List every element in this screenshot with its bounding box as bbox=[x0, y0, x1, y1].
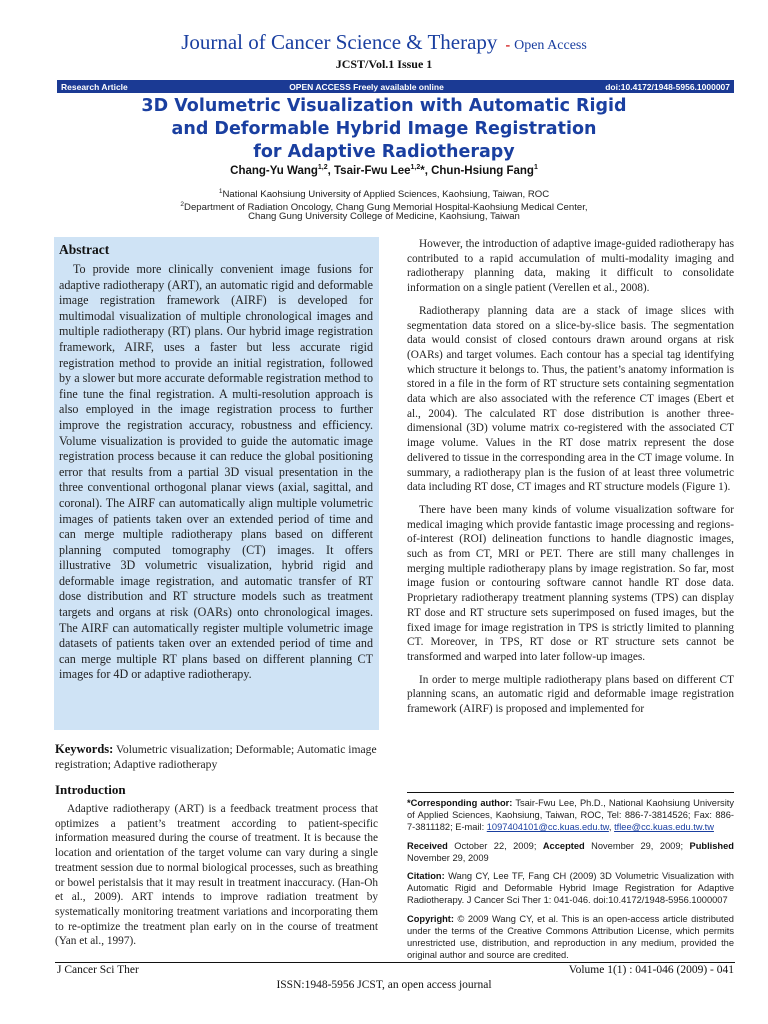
paragraph-1: However, the introduction of adaptive image-guided radiotherapy has contributed to a rapid accumulation of multi-modality imaging and radiotherapy planning data, making it difficult to consolidate information on a single patient (Verellen et al., 2008). bbox=[407, 238, 734, 295]
paragraph-3: There have been many kinds of volume visualization software for medical imaging which provide fantastic image processing and regions-of-interest (ROI) delineation functions to handle diagnostic images, such as from CT, MRI or PET. There are still many challenges in merging multiple radiotherapy plans by image registration. So far, most image fusion or contouring software cannot handle RT dose data. Proprietary radiotherapy treatment planning systems (TPS) can display RT dose and RT structure sets superimposed on fused images, but the fixed image for image registration in TPS is strictly limited to planning CT. Moreover, in TPS, RT dose or RT structure sets cannot be transformed and warped into later follow-up images. bbox=[407, 503, 734, 663]
footer-volume: Volume 1(1) : 041-046 (2009) - 041 bbox=[568, 964, 734, 976]
received-date: October 22, 2009; bbox=[454, 840, 537, 851]
footer-journal: J Cancer Sci Ther bbox=[57, 964, 139, 976]
accepted-date: November 29, 2009; bbox=[591, 840, 684, 851]
article-info-bar bbox=[57, 80, 734, 93]
email-comma: , bbox=[608, 822, 612, 833]
citation-label: Citation: bbox=[407, 871, 445, 882]
article-info-box bbox=[407, 792, 734, 967]
left-column bbox=[55, 742, 378, 949]
footer-rule bbox=[55, 962, 735, 963]
affil-2-sup: 2 bbox=[180, 201, 185, 208]
footer-issn: ISSN:1948-5956 JCST, an open access journal bbox=[276, 979, 492, 991]
copyright-label: Copyright: bbox=[407, 913, 454, 924]
author-2: Tsair-Fwu Lee bbox=[334, 164, 411, 177]
author-sep-2: , bbox=[424, 164, 432, 177]
title-line-2: and Deformable Hybrid Image Registration bbox=[171, 119, 597, 139]
open-access-text: Open Access bbox=[514, 38, 587, 53]
citation-text: Wang CY, Lee TF, Fang CH (2009) 3D Volumetric Visualization with Automatic Rigid and Deformable Hybrid Image Registration for Adaptive Radiotherapy. J Cancer Sci Ther 1: 041-046. doi:10.4172/1948-5956.1000007 bbox=[407, 871, 734, 906]
article-type: Research Article bbox=[61, 81, 128, 92]
email-link-1[interactable]: 1097404101@cc.kuas.edu.tw bbox=[486, 822, 609, 833]
author-1: Chang-Yu Wang bbox=[230, 164, 318, 177]
introduction-text: Adaptive radiotherapy (ART) is a feedback treatment process that optimizes a patient’s treatment according to patient-specific information measured during the course of treatment. It is because the location and orientation of the target volume can vary during a single treatment session due to normal biological processes, such as breathing or bowel peristalsis that it may result in treatment inaccuracy. (Han-Oh et al., 2009). ART intends to improve radiation treatment by systematically monitoring treatment variations and incorporating them to re-optimize the treatment plan early on in the course of treatment (Yan et al., 1997). bbox=[55, 803, 378, 948]
title-line-1: 3D Volumetric Visualization with Automatic Rigid bbox=[141, 96, 627, 116]
author-3-affil: 1 bbox=[533, 164, 538, 171]
keywords bbox=[55, 742, 378, 772]
corr-label: *Corresponding author: bbox=[407, 798, 513, 808]
dates bbox=[407, 840, 734, 864]
author-2-affil: 1,2 bbox=[410, 164, 421, 171]
corr-text: Tsair-Fwu Lee, Ph.D., National Kaohsiung University of Applied Sciences, Kaohsiung, Taiwan, ROC, Tel: 886-7-3814526; Fax: 886-7-3811182; E-mail: bbox=[407, 798, 734, 833]
received-label: Received bbox=[407, 840, 448, 851]
introduction-heading: Introduction bbox=[55, 782, 126, 797]
title-line-3: for Adaptive Radiotherapy bbox=[253, 142, 515, 162]
doi: doi:10.4172/1948-5956.1000007 bbox=[605, 81, 730, 92]
copyright-text: © 2009 Wang CY, et al. This is an open-access article distributed under the terms of the Creative Commons Attribution License, which permits unrestricted use, distribution, and reproduction in any medium, provided the original author and source are credited. bbox=[407, 913, 734, 961]
author-3: Chun-Hsiung Fang bbox=[431, 164, 534, 177]
keywords-text: Volumetric visualization; Deformable; Automatic image registration; Adaptive radiotherapy bbox=[55, 743, 377, 771]
abstract-text: To provide more clinically convenient image fusions for adaptive radiotherapy (ART), an automatic rigid and deformable image registration framework (AIRF) is developed for multimodal visualization of multiple chronological images and multiple radiotherapy (RT) plans. Our hybrid image registration framework, AIRF, uses a faster but less accurate rigid registration method to provide an initial registration, followed by a slower but more accurate deformable registration method to fine tune the final registration. A multi-resolution approach is also employed in the image registration process to further improve the registration accuracy, robustness and efficiency. Volume visualization is provided to guide the automatic image registration process because it can reduce the global positioning error that results from a partial 3D visual presentation in the three conventional orthogonal planar views (axial, sagittal, and coronal). The AIRF can automatically align multiple volumetric images of patients taken over an extended period of time and can merge multiple radiotherapy plans based on different planning computed tomography (CT) images. It offers illustrative 3D volumetric visualization, hybrid rigid and deformable image registration, and automatic transfer of RT dose distribution and RT structure models such as treatment targets and organs at risk (OARs) onto chronological images. The AIRF can automatically register multiple volumetric image datasets of patients taken over an extended period of time and can merge multiple RT plans based on different planning CT images for 4D or adaptive radiotherapy. bbox=[59, 262, 373, 682]
paragraph-4: In order to merge multiple radiotherapy plans based on different CT planning scans, an automatic rigid and deformable image registration framework (AIRF) is proposed and implemented for bbox=[407, 673, 734, 716]
affiliation-2-cont: Chang Gung University College of Medicine, Kaohsiung, Taiwan bbox=[248, 211, 520, 222]
abstract-heading: Abstract bbox=[59, 242, 110, 257]
paragraph-2: Radiotherapy planning data are a stack of image slices with segmentation data stored on a slice-by-slice basis. The segmentation data would consist of closed contours drawn around organs at risk (OARs) and target volumes. Each contour has a special tag identifying which structure it belongs to. Thus, the patient’s anatomy information is stored in a file in the form of RT structure sets containing segmentation data which are also associated with the reference CT images (Ebert et al., 2004). The calculated RT dose distribution is another three-dimensional (3D) volume matrix co-registered with the associated CT image volume. Values in the RT dose matrix represent the dose delivered to tissue in the corresponding area in the CT image volume. In summary, a radiotherapy plan is the fusion of at least three volumetric data including RT dose, CT images and RT structure models (Figure 1). bbox=[407, 304, 734, 494]
affil-1-text: National Kaohsiung University of Applied Sciences, Kaohsiung, Taiwan, ROC bbox=[222, 189, 550, 201]
header-dash: - bbox=[505, 38, 511, 53]
keywords-label: Keywords: bbox=[55, 742, 114, 756]
accepted-label: Accepted bbox=[542, 840, 585, 851]
journal-name: Journal of Cancer Science & Therapy bbox=[181, 30, 498, 54]
open-access-notice: OPEN ACCESS Freely available online bbox=[289, 81, 444, 92]
right-column bbox=[407, 237, 734, 725]
copyright bbox=[407, 913, 734, 962]
authors bbox=[0, 164, 768, 177]
article-title bbox=[0, 95, 768, 164]
published-label: Published bbox=[689, 840, 734, 851]
issue-line: JCST/Vol.1 Issue 1 bbox=[335, 57, 433, 71]
published-date: November 29, 2009 bbox=[407, 852, 489, 863]
corresponding-author bbox=[407, 797, 734, 834]
journal-header bbox=[0, 30, 768, 55]
email-link-2[interactable]: tflee@cc.kuas.edu.tw.tw bbox=[614, 822, 714, 833]
abstract-box bbox=[54, 237, 379, 730]
affil-2-text: Department of Radiation Oncology, Chang Gung Memorial Hospital-Kaohsiung Medical Center, bbox=[184, 202, 588, 214]
author-1-affil: 1,2 bbox=[317, 164, 328, 171]
affil-1-sup: 1 bbox=[218, 188, 223, 195]
author-sep-1: , bbox=[327, 164, 335, 177]
open-access-label bbox=[505, 38, 586, 53]
citation bbox=[407, 870, 734, 907]
author-2-star: * bbox=[420, 164, 425, 177]
